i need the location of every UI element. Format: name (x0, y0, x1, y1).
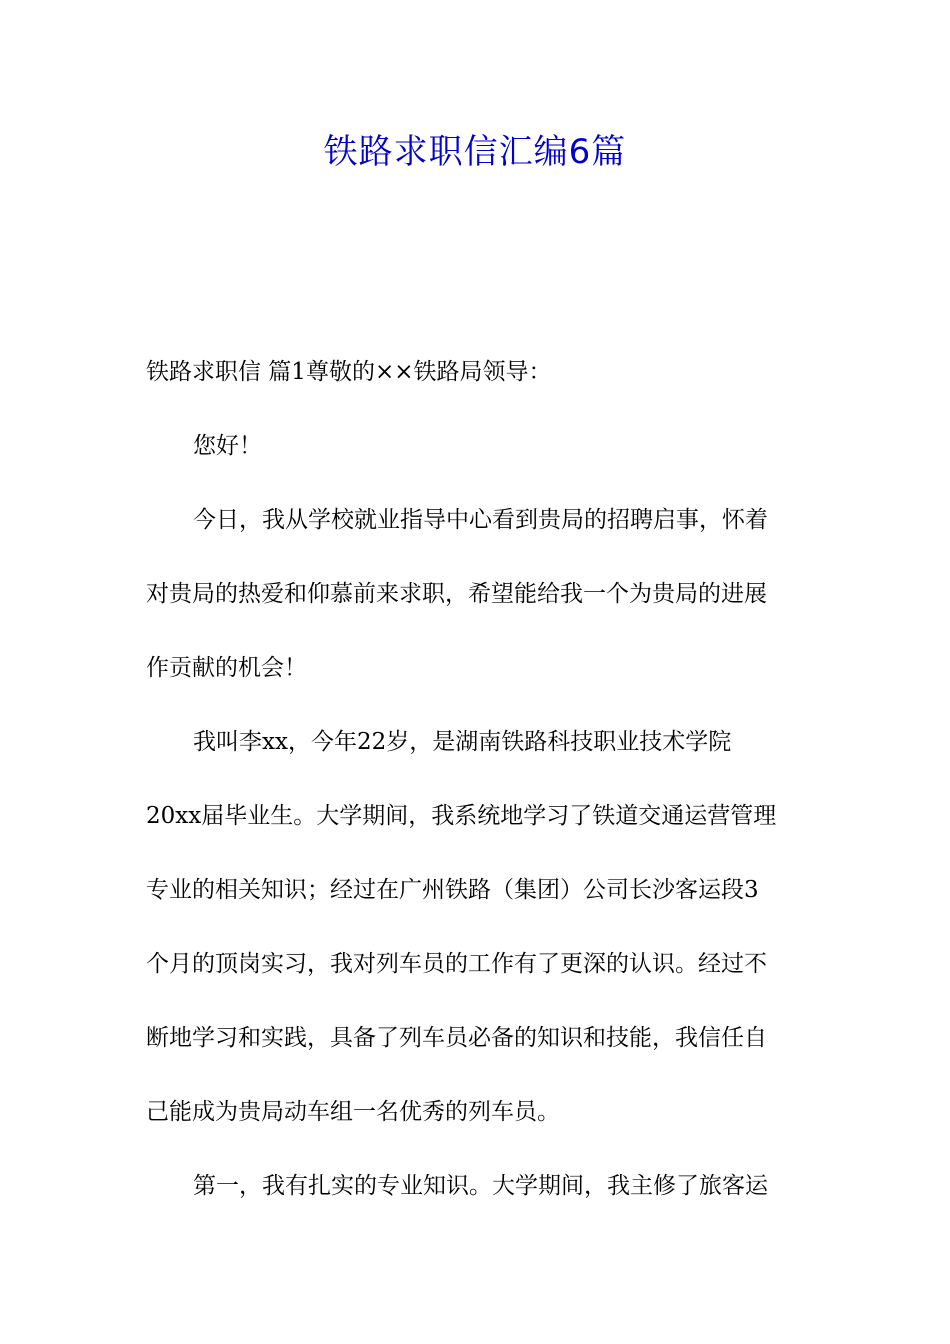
body-line: 专业的相关知识；经过在广州铁路（集团）公司长沙客运段3 (146, 877, 759, 903)
body-line: 对贵局的热爱和仰慕前来求职，希望能给我一个为贵局的进展 (146, 581, 767, 607)
body-line: 20xx届毕业生。大学期间，我系统地学习了铁道交通运营管理 (146, 803, 777, 829)
body-line: 断地学习和实践，具备了列车员必备的知识和技能，我信任自 (146, 1025, 767, 1051)
body-line: 作贡献的机会！ (146, 655, 307, 681)
body-line: 今日，我从学校就业指导中心看到贵局的招聘启事，怀着 (193, 507, 768, 533)
greeting-line: 您好！ (193, 433, 262, 459)
body-line: 己能成为贵局动车组一名优秀的列车员。 (146, 1099, 560, 1125)
document-body (146, 335, 808, 1223)
body-line: 我叫李xx，今年22岁，是湖南铁路科技职业技术学院 (193, 729, 732, 755)
document-title: 铁路求职信汇编6篇 (323, 132, 627, 172)
salutation-line: 铁路求职信 篇1尊敬的××铁路局领导： (146, 359, 552, 385)
body-line: 第一，我有扎实的专业知识。大学期间，我主修了旅客运 (193, 1173, 768, 1199)
body-line: 个月的顶岗实习，我对列车员的工作有了更深的认识。经过不 (146, 951, 767, 977)
